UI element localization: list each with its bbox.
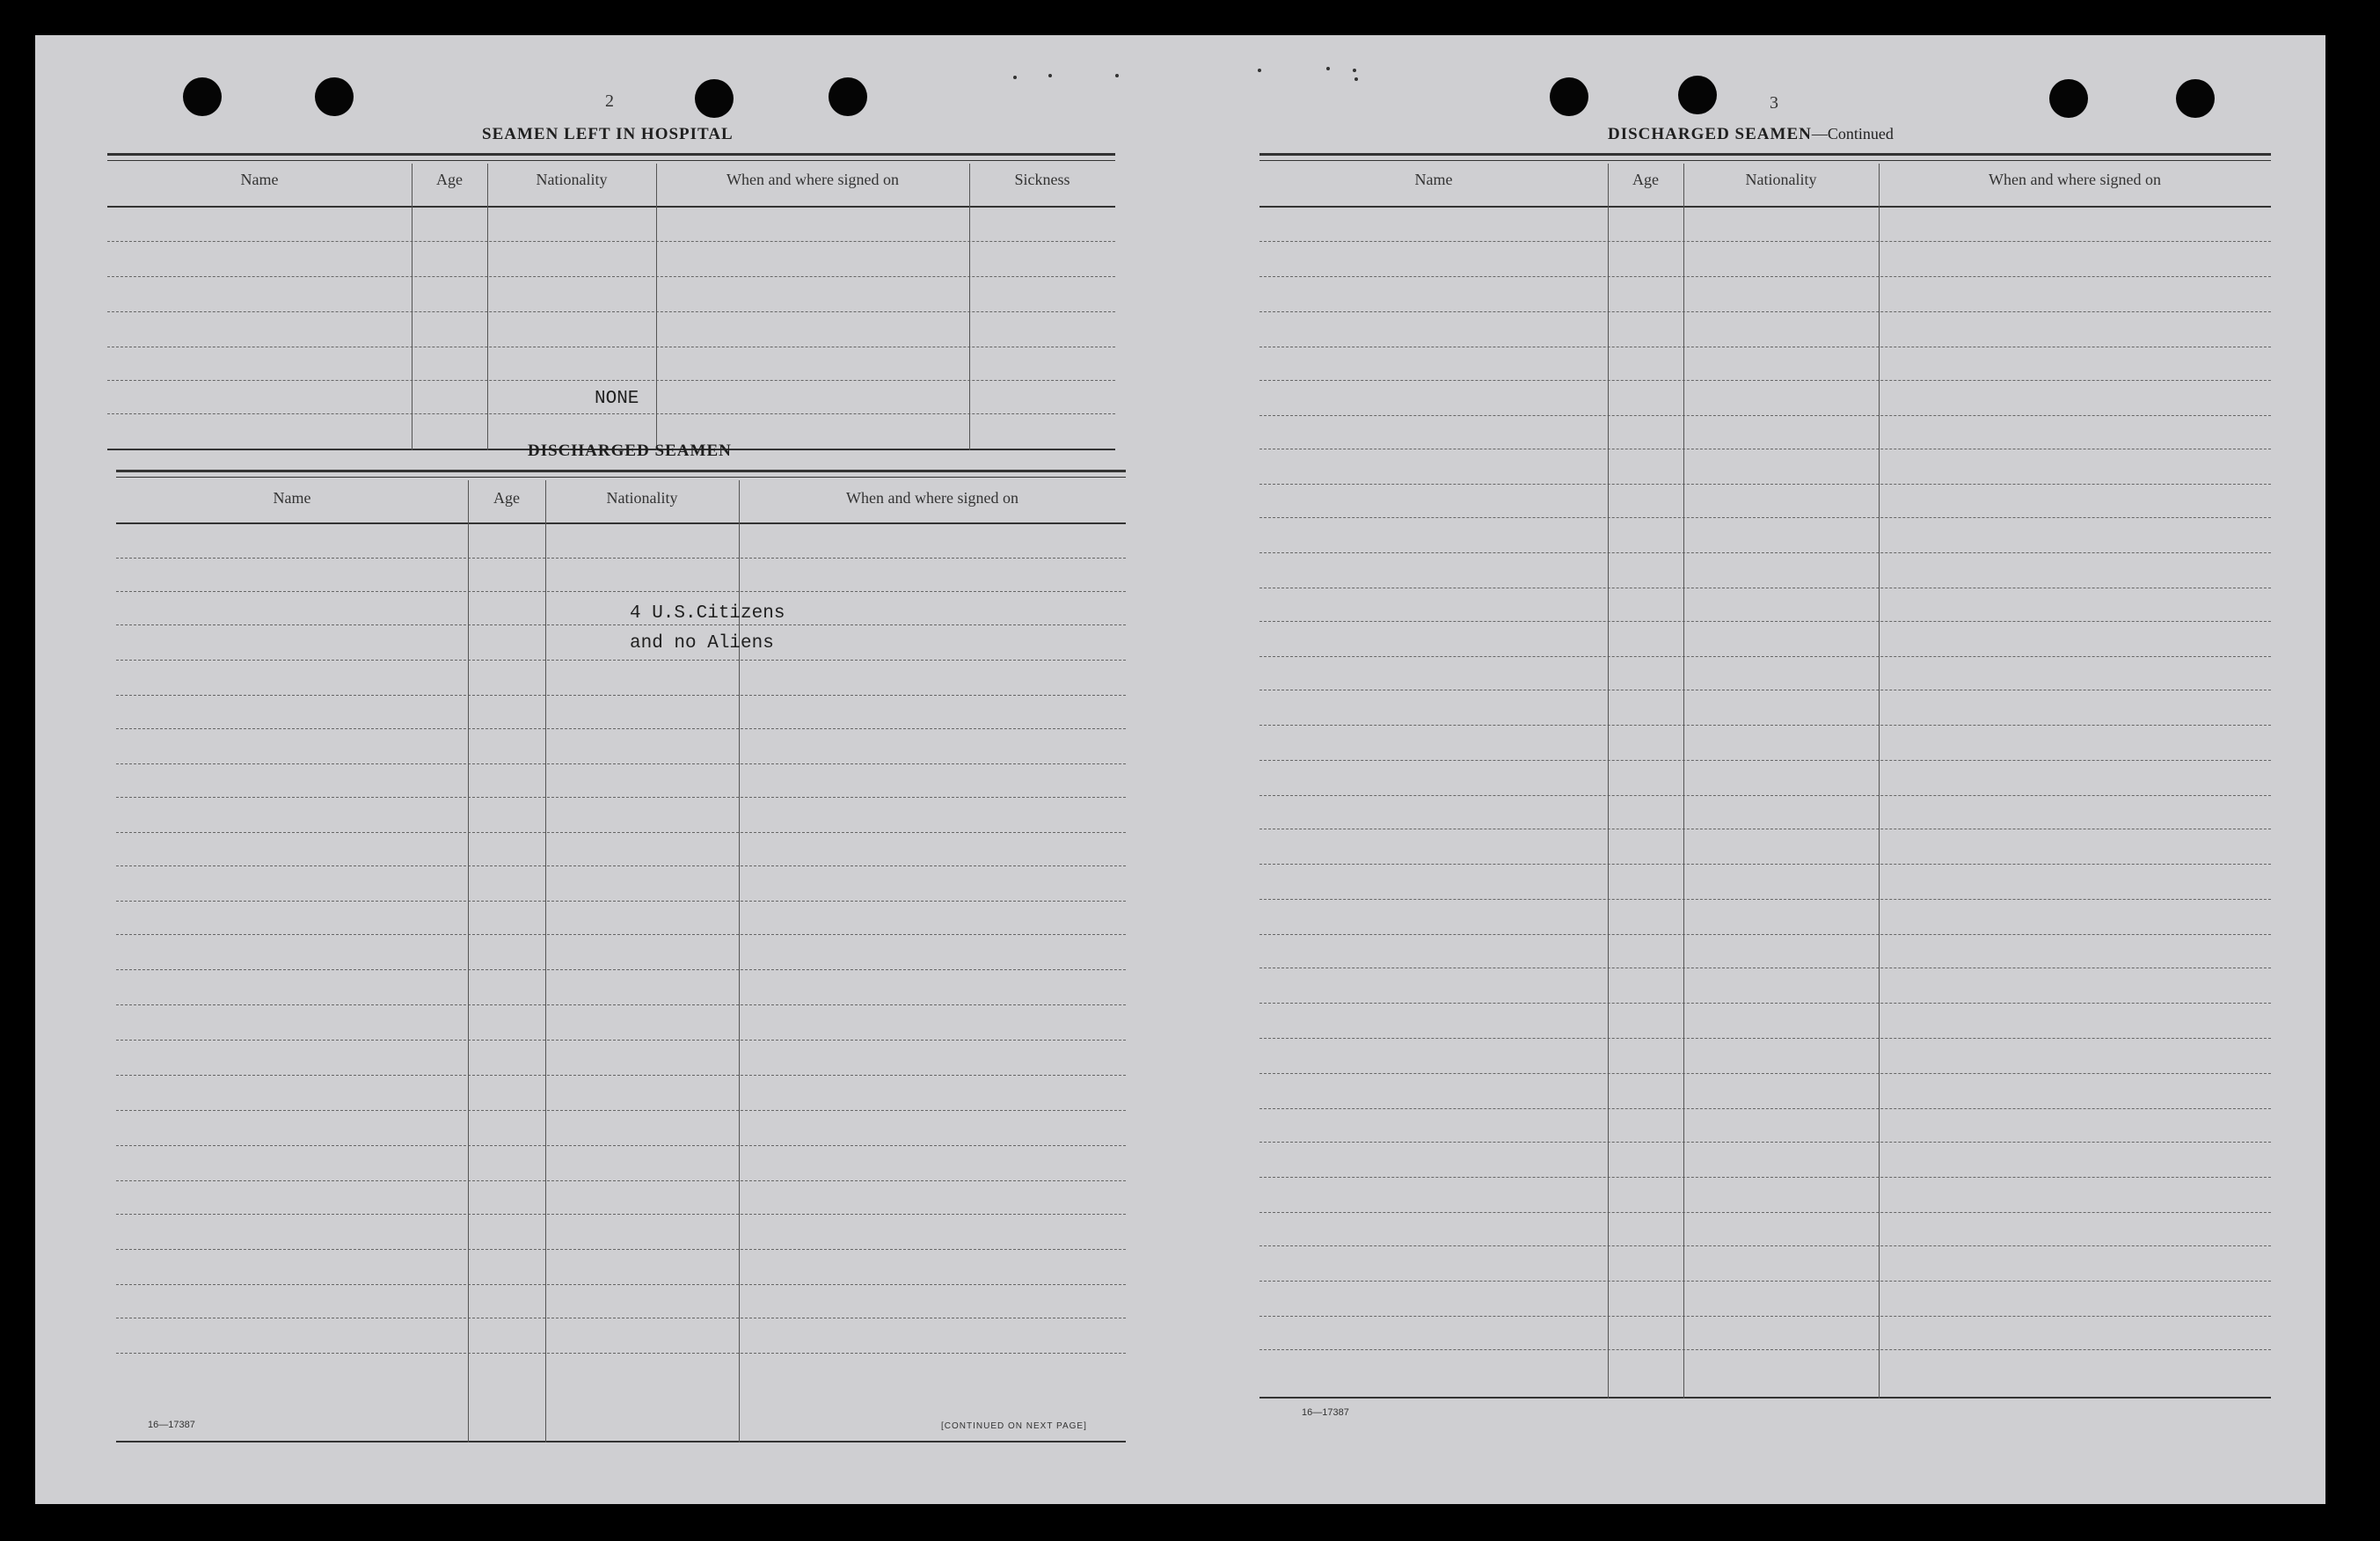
document-sheet: [35, 35, 2325, 1504]
discharged-entry-line2: and no Aliens: [630, 633, 774, 654]
col-header-name: Name: [240, 171, 279, 188]
title-continued: —Continued: [1811, 125, 1894, 142]
speck: [1353, 69, 1356, 72]
form-number: 16—17387: [148, 1420, 195, 1430]
col-header-nationality: Nationality: [1745, 171, 1817, 188]
binder-hole: [315, 77, 354, 116]
binder-hole: [695, 79, 734, 118]
binder-hole: [1678, 76, 1717, 114]
discharged-entry-line1: 4 U.S.Citizens: [630, 603, 785, 624]
page-number: 2: [605, 91, 614, 111]
form-number: 16—17387: [1302, 1407, 1349, 1418]
binder-hole: [2176, 79, 2215, 118]
discharged-continued-table: [1259, 153, 2271, 1402]
binder-hole: [1550, 77, 1588, 116]
col-header-age: Age: [493, 489, 520, 507]
col-header-age: Age: [436, 171, 463, 188]
title-main: DISCHARGED SEAMEN: [1608, 125, 1812, 143]
page-number: 3: [1770, 93, 1778, 113]
speck: [1115, 74, 1119, 77]
hospital-section-title: SEAMEN LEFT IN HOSPITAL: [482, 125, 734, 143]
col-header-sickness: Sickness: [1014, 171, 1070, 188]
continued-note: [CONTINUED ON NEXT PAGE]: [941, 1421, 1087, 1431]
speck: [1048, 74, 1052, 77]
binder-hole: [2049, 79, 2088, 118]
col-header-name: Name: [273, 489, 311, 507]
col-header-nationality: Nationality: [536, 171, 608, 188]
hospital-table: [107, 153, 1115, 454]
speck: [1326, 67, 1330, 70]
binder-hole: [829, 77, 867, 116]
discharged-continued-title: [1608, 125, 1894, 144]
col-header-signed-on: When and where signed on: [726, 171, 899, 188]
speck: [1354, 77, 1358, 81]
binder-hole: [183, 77, 222, 116]
discharged-section-title: DISCHARGED SEAMEN: [528, 442, 732, 460]
speck: [1013, 76, 1017, 79]
hospital-entry: NONE: [595, 389, 639, 409]
discharged-table: [116, 470, 1126, 1411]
col-header-signed-on: When and where signed on: [846, 489, 1018, 507]
col-header-nationality: Nationality: [606, 489, 678, 507]
col-header-name: Name: [1414, 171, 1453, 188]
speck: [1258, 69, 1261, 72]
col-header-signed-on: When and where signed on: [1989, 171, 2161, 188]
col-header-age: Age: [1632, 171, 1659, 188]
